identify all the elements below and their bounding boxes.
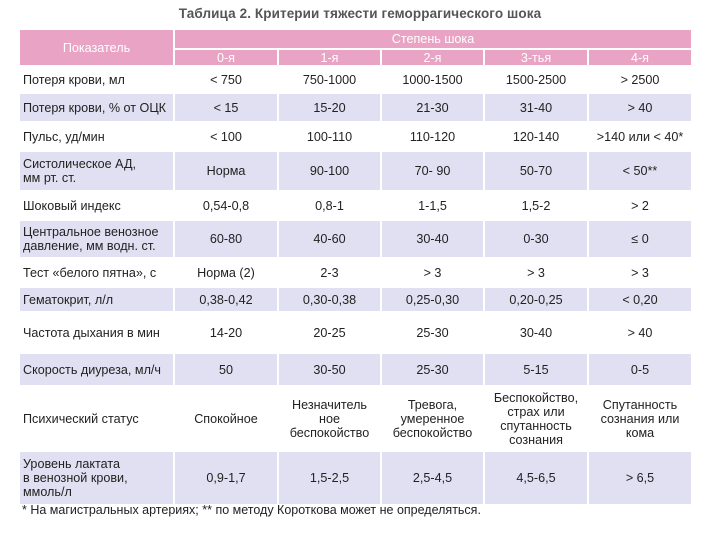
cell-value xyxy=(588,451,692,505)
cell-value xyxy=(381,287,484,312)
cell-line: 0,8-1 xyxy=(315,198,344,213)
row-label xyxy=(20,258,174,287)
cell-line: Спутанность xyxy=(602,397,678,412)
cell-value xyxy=(588,353,692,386)
cell-line: Спокойное xyxy=(194,411,258,426)
cell-line: Потеря крови, мл xyxy=(23,72,125,87)
cell-value xyxy=(588,191,692,220)
cell-value xyxy=(484,220,588,258)
cell-line: 30-40 xyxy=(416,232,449,246)
cell-value xyxy=(278,66,381,93)
cell-value xyxy=(381,93,484,122)
cell-line: 100-110 xyxy=(306,129,353,144)
cell-line: Незначитель xyxy=(292,397,367,412)
cell-line: 21-30 xyxy=(416,100,449,115)
cell-line: Уровень лактата xyxy=(23,457,120,471)
cell-value xyxy=(484,191,588,220)
cell-value xyxy=(381,353,484,386)
cell-value xyxy=(278,258,381,287)
cell-line: 25-30 xyxy=(416,362,449,377)
cell-line: > 40 xyxy=(627,325,653,340)
footnote: * На магистральных артериях; ** по методу Короткова может не определяться. xyxy=(22,503,481,517)
cell-value xyxy=(174,93,278,122)
cell-line: 30-50 xyxy=(313,362,346,377)
cell-line: 1,5-2 xyxy=(521,198,551,213)
cell-line: Частота дыхания в мин xyxy=(23,325,160,340)
cell-value xyxy=(174,287,278,312)
grade-header: 4-я xyxy=(588,49,692,66)
cell-line: Скорость диуреза, мл/ч xyxy=(23,362,161,377)
header-row-group xyxy=(20,30,692,49)
row-label xyxy=(20,386,174,451)
row-label xyxy=(20,220,174,258)
cell-line: Тревога, xyxy=(407,397,458,412)
cell-value xyxy=(588,93,692,122)
cell-line: 750-1000 xyxy=(302,72,357,87)
cell-line: умеренное xyxy=(400,411,465,426)
cell-line: 0,30-0,38 xyxy=(302,292,357,307)
cell-line: 4,5-6,5 xyxy=(516,471,556,485)
cell-value xyxy=(278,220,381,258)
row-label xyxy=(20,93,174,122)
cell-line: > 6,5 xyxy=(625,471,655,485)
cell-value xyxy=(174,191,278,220)
cell-value xyxy=(381,312,484,353)
cell-line: > 3 xyxy=(527,265,545,280)
cell-value xyxy=(278,451,381,505)
table-row xyxy=(20,386,692,451)
grade-header: 2-я xyxy=(381,49,484,66)
cell-line: 30-40 xyxy=(519,325,553,340)
cell-line: 0-5 xyxy=(630,362,650,377)
cell-value xyxy=(381,151,484,191)
cell-value xyxy=(278,191,381,220)
cell-value xyxy=(484,451,588,505)
cell-value xyxy=(174,258,278,287)
cell-line: 0,54-0,8 xyxy=(202,198,250,213)
cell-value xyxy=(484,122,588,151)
cell-value xyxy=(381,258,484,287)
cell-line: 40-60 xyxy=(313,232,346,246)
cell-value xyxy=(278,287,381,312)
cell-line: 120-140 xyxy=(512,129,560,144)
cell-value xyxy=(588,287,692,312)
cell-line: ммоль/л xyxy=(23,485,72,499)
table-row xyxy=(20,122,692,151)
cell-line: 110-120 xyxy=(409,129,456,144)
row-label xyxy=(20,191,174,220)
cell-line: < 100 xyxy=(210,129,242,144)
cell-value xyxy=(588,66,692,93)
cell-line: > 2 xyxy=(631,198,649,213)
cell-line: Тест «белого пятна», с xyxy=(23,265,157,280)
cell-value xyxy=(484,386,588,451)
cell-line: >140 или < 40* xyxy=(596,129,684,144)
cell-line: Шоковый индекс xyxy=(23,198,121,213)
grade-header: 3-тья xyxy=(484,49,588,66)
cell-line: Беспокойство, xyxy=(493,390,579,405)
cell-line: 1000-1500 xyxy=(402,72,463,87)
cell-line: 2,5-4,5 xyxy=(412,471,453,485)
cell-line: 20-25 xyxy=(313,325,346,340)
cell-line: 2-3 xyxy=(320,265,339,280)
cell-value xyxy=(484,93,588,122)
cell-line: > 2500 xyxy=(620,72,660,87)
cell-line: < 15 xyxy=(213,100,239,115)
cell-line: мм рт. ст. xyxy=(23,171,77,185)
cell-line: 0,20-0,25 xyxy=(509,292,563,307)
cell-line: 50 xyxy=(218,362,233,377)
cell-line: Пульс, уд/мин xyxy=(23,129,105,144)
cell-line: ≤ 0 xyxy=(631,232,649,246)
cell-value xyxy=(588,386,692,451)
table-row xyxy=(20,451,692,505)
grade-header: 0-я xyxy=(174,49,278,66)
cell-line: < 0,20 xyxy=(622,292,658,307)
cell-value xyxy=(174,451,278,505)
cell-value xyxy=(174,312,278,353)
cell-line: 15-20 xyxy=(313,100,346,115)
grade-header: 1-я xyxy=(278,49,381,66)
cell-line: спутанность xyxy=(500,418,572,433)
cell-line: сознания или xyxy=(600,411,680,426)
cell-line: 1-1,5 xyxy=(418,198,447,213)
cell-line: 0,38-0,42 xyxy=(199,292,253,307)
cell-value xyxy=(278,122,381,151)
row-label xyxy=(20,451,174,505)
cell-line: 0-30 xyxy=(523,232,549,246)
cell-value xyxy=(381,220,484,258)
cell-line: 1500-2500 xyxy=(505,72,567,87)
row-label xyxy=(20,353,174,386)
cell-line: Потеря крови, % от ОЦК xyxy=(23,100,166,115)
cell-line: < 50** xyxy=(622,164,658,178)
cell-line: Психический статус xyxy=(23,411,139,426)
cell-line: > 3 xyxy=(423,265,442,280)
cell-value xyxy=(174,386,278,451)
cell-line: Центральное венозное xyxy=(23,225,159,239)
cell-line: < 750 xyxy=(210,72,242,87)
cell-line: 31-40 xyxy=(519,100,553,115)
cell-line: 1,5-2,5 xyxy=(309,471,350,485)
cell-value xyxy=(381,451,484,505)
cell-line: в венозной крови, xyxy=(23,471,128,485)
cell-value xyxy=(278,93,381,122)
cell-value xyxy=(484,353,588,386)
cell-line: ное xyxy=(319,411,340,426)
row-label xyxy=(20,66,174,93)
cell-line: 25-30 xyxy=(416,325,449,340)
cell-value xyxy=(174,151,278,191)
cell-line: 90-100 xyxy=(309,164,350,178)
cell-line: Гематокрит, л/л xyxy=(23,292,114,307)
table-row xyxy=(20,66,692,93)
cell-line: > 3 xyxy=(631,265,649,280)
cell-value xyxy=(381,122,484,151)
row-label xyxy=(20,151,174,191)
table-row xyxy=(20,312,692,353)
cell-line: 0,9-1,7 xyxy=(206,471,246,485)
cell-value xyxy=(278,312,381,353)
cell-value xyxy=(484,151,588,191)
cell-line: беспокойство xyxy=(392,425,473,440)
cell-line: 14-20 xyxy=(209,325,243,340)
table-row xyxy=(20,220,692,258)
cell-line: 50-70 xyxy=(519,164,553,178)
cell-value xyxy=(484,287,588,312)
cell-value xyxy=(588,312,692,353)
cell-line: страх или xyxy=(507,404,565,419)
shock-severity-table xyxy=(20,30,693,506)
shock-grade-group-header: Степень шока xyxy=(174,30,692,49)
cell-value xyxy=(174,66,278,93)
cell-line: сознания xyxy=(509,432,563,447)
cell-value xyxy=(381,386,484,451)
cell-value xyxy=(381,191,484,220)
row-label xyxy=(20,312,174,353)
cell-line: 60-80 xyxy=(209,232,243,246)
cell-value xyxy=(381,66,484,93)
table-row xyxy=(20,353,692,386)
cell-line: Систолическое АД, xyxy=(23,157,137,171)
cell-value xyxy=(588,220,692,258)
cell-value xyxy=(278,353,381,386)
table-row xyxy=(20,151,692,191)
cell-value xyxy=(484,312,588,353)
cell-value xyxy=(588,258,692,287)
cell-line: 70- 90 xyxy=(414,164,451,178)
cell-line: давление, мм водн. ст. xyxy=(23,239,156,253)
cell-line: Норма (2) xyxy=(197,265,255,280)
cell-value xyxy=(588,122,692,151)
cell-value xyxy=(174,220,278,258)
cell-line: 5-15 xyxy=(523,362,549,377)
cell-line: > 40 xyxy=(627,100,653,115)
cell-line: Норма xyxy=(206,164,246,178)
parameter-header: Показатель xyxy=(20,30,174,66)
cell-value xyxy=(588,151,692,191)
table-row xyxy=(20,191,692,220)
cell-value xyxy=(174,122,278,151)
cell-line: 0,25-0,30 xyxy=(405,292,460,307)
cell-value xyxy=(174,353,278,386)
cell-line: кома xyxy=(625,425,655,440)
table-row xyxy=(20,287,692,312)
table-row xyxy=(20,93,692,122)
cell-value xyxy=(484,258,588,287)
row-label xyxy=(20,122,174,151)
cell-line: беспокойство xyxy=(289,425,370,440)
cell-value xyxy=(484,66,588,93)
table-title: Таблица 2. Критерии тяжести геморрагического шока xyxy=(178,6,542,21)
table-row xyxy=(20,258,692,287)
cell-value xyxy=(278,151,381,191)
row-label xyxy=(20,287,174,312)
cell-value xyxy=(278,386,381,451)
